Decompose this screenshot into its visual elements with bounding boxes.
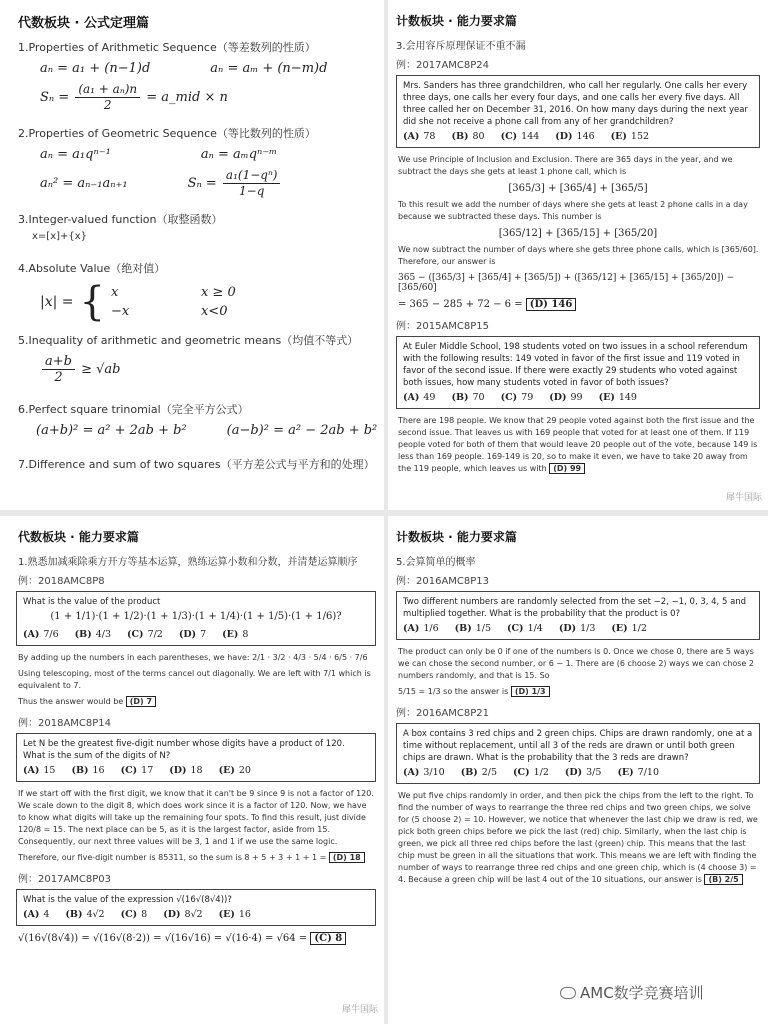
formula: = 365 − 285 + 72 − 6 =	[398, 299, 523, 310]
section-heading: 2.Properties of Geometric Sequence（等比数列的性质）	[18, 127, 316, 140]
section-heading: 7.Difference and sum of two squares（平方差公式与平方和的处理）	[18, 458, 375, 471]
choice-value: 3/5	[586, 767, 602, 778]
choice-value: 15	[43, 765, 56, 776]
solution-text: The product can only be 0 if one of the numbers is 0. Once we chose 0, there are 5 ways we can chose the second number, or 6 − 1. There are (6 choose 2) ways we can chose 2 numbers randomly, and that is 15. So	[398, 647, 754, 680]
solution-text: We now subtract the number of days where she gets three phone calls, which is [365/60]. Therefore, our answer is	[398, 245, 759, 266]
section-heading: 4.Absolute Value（绝对值）	[18, 262, 166, 275]
panel-formulas	[0, 0, 384, 510]
denominator: 2	[103, 98, 112, 112]
choice	[219, 765, 251, 777]
panel-counting-inclusion	[388, 0, 768, 510]
problem-box	[396, 591, 760, 640]
choice-value: 7/2	[147, 629, 163, 640]
watermark: 犀牛国际	[341, 1005, 378, 1015]
solution-body: Thus the answer would be	[18, 697, 124, 706]
problem-box	[16, 889, 376, 926]
formula: x=[x]+{x}	[32, 231, 88, 242]
section-heading: 5.会算简单的概率	[396, 557, 476, 568]
answer-choices	[23, 629, 369, 641]
panel-title: 代数板块 · 公式定理篇	[18, 16, 149, 31]
choice-value: 49	[423, 392, 436, 403]
numerator: a+b	[42, 354, 75, 370]
choice-key: (B)	[71, 765, 89, 776]
choice	[403, 392, 435, 404]
choice-key: (D)	[558, 623, 577, 634]
choice	[501, 131, 540, 143]
brand-watermark	[560, 982, 704, 1003]
choice-value: 16	[238, 909, 251, 920]
choice	[219, 909, 251, 921]
choice	[549, 392, 582, 404]
solution-text: If we start off with the first digit, we know that it can't be 9 since 9 is not a factor of 120. We scale down to the digit 8, which does work since it is a factor of 120. Now, we have to know what digits will take up the remaining four spots. To find this result, just divide 120/8 = 15. The next place can be 5, as it is the largest factor, aside from 15. Consequently, our next three values will be 3, 1 and 1 if we use the same logic.	[18, 789, 374, 846]
choice-value: 17	[141, 765, 154, 776]
choice-value: 152	[630, 131, 650, 142]
answer-choices	[23, 765, 369, 777]
choice	[163, 909, 202, 921]
example-label: 例：2016AMC8P13	[396, 576, 490, 587]
formula: (a+b)² = a² + 2ab + b²	[36, 423, 187, 438]
choice-key: (B)	[74, 629, 92, 640]
choice	[461, 767, 497, 779]
choice-key: (B)	[451, 392, 469, 403]
choice	[71, 765, 104, 777]
solution-formula	[0, 930, 384, 947]
boxed-answer: (D) 146	[526, 298, 577, 311]
choice-value: 1/5	[475, 623, 491, 634]
choice-key: (C)	[127, 629, 144, 640]
problem-box	[396, 336, 760, 409]
choice	[127, 629, 163, 641]
choice-key: (E)	[610, 131, 627, 142]
choice	[75, 629, 111, 641]
choice-value: 8	[141, 909, 148, 920]
solution-text	[0, 694, 384, 710]
panel-title: 计数板块 · 能力要求篇	[396, 14, 517, 28]
choice-key: (C)	[120, 765, 138, 776]
choice	[451, 131, 484, 143]
problem-text: What is the value of the expression √(16√(8√4))?	[23, 895, 232, 905]
choice-value: 149	[618, 392, 637, 403]
numerator: a₁(1−qⁿ)	[223, 168, 281, 184]
choice-value: 18	[190, 765, 203, 776]
answer-choices	[23, 909, 369, 921]
example-label: 例：2018AMC8P14	[18, 718, 112, 729]
choice-key: (B)	[451, 131, 469, 142]
boxed-answer: (D) 18	[329, 852, 365, 863]
answer-choices	[403, 392, 753, 404]
choice-value: 20	[238, 765, 251, 776]
formula: (a−b)² = a² − 2ab + b²	[226, 423, 378, 438]
answer-choices	[403, 623, 753, 635]
choice	[403, 767, 445, 779]
choice-key: (A)	[23, 909, 40, 920]
choice	[403, 131, 435, 143]
denominator: 1−q	[239, 184, 265, 198]
choice	[507, 623, 543, 635]
panel-algebra-skills	[0, 516, 384, 1024]
problem-text: What is the value of the product	[23, 597, 161, 607]
solution-body: 5/15 = 1/3 so the answer is	[398, 687, 509, 696]
choice-value: 80	[472, 131, 485, 142]
choice-key: (E)	[222, 629, 239, 640]
choice	[513, 767, 549, 779]
choice	[121, 909, 148, 921]
section-heading: 1.熟悉加减乘除乘方开方等基本运算，熟练运算小数和分数，并清楚运算顺序	[18, 557, 358, 568]
formula-row	[0, 162, 384, 199]
choice-key: (D)	[178, 629, 197, 640]
choice	[222, 629, 248, 641]
choice	[65, 909, 104, 921]
solution-text	[388, 413, 768, 477]
choice-value: 7	[200, 629, 207, 640]
solution-formula: 365 − ([365/3] + [365/4] + [365/5]) + ([365/12] + [365/15] + [365/20]) − [365/60]	[398, 273, 735, 293]
choice	[565, 767, 602, 779]
panel-title: 代数板块 · 能力要求篇	[18, 530, 139, 544]
formula-row	[0, 348, 384, 385]
example-label: 例：2017AMC8P03	[18, 874, 112, 885]
choice	[611, 623, 647, 635]
choice-value: 99	[570, 392, 583, 403]
choice-key: (E)	[617, 767, 634, 778]
problem-text: A box contains 3 red chips and 2 green chips. Chips are drawn randomly, one at a time without replacement, until all 3 of the reds are drawn or until both green chips are drawn. What is the probability that the 3 reds are drawn?	[403, 729, 753, 763]
section-heading: 3.Integer-valued function（取整函数）	[18, 213, 223, 226]
choice-value: 16	[92, 765, 105, 776]
choice-value: 1/3	[580, 623, 596, 634]
boxed-answer: (B) 2/5	[704, 874, 742, 885]
choice	[179, 629, 206, 641]
solution-formula: [365/12] + [365/15] + [365/20]	[498, 228, 658, 239]
solution-text	[0, 850, 384, 866]
solution-text	[388, 788, 768, 888]
panel-title: 计数板块 · 能力要求篇	[396, 530, 517, 544]
solution-text: Using telescoping, most of the terms cancel out diagonally. We are left with 7/1 which is equivalent to 7.	[18, 669, 371, 690]
boxed-answer: (C) 8	[310, 932, 346, 945]
solution-text: We use Principle of Inclusion and Exclusion. There are 365 days in the year, and we subtract the days she gets at least 1 phone call, which is	[398, 155, 733, 176]
choice-key: (B)	[460, 767, 478, 778]
choice	[599, 392, 637, 404]
formula: aₙ = a₁qⁿ⁻¹	[40, 147, 111, 162]
problem-box	[396, 75, 760, 148]
formula: Sₙ =	[187, 176, 217, 191]
choice-value: 1/2	[631, 623, 647, 634]
choice-value: 4	[43, 909, 50, 920]
formula-row	[0, 55, 384, 76]
formula: aₙ = aₘqⁿ⁻ᵐ	[200, 147, 278, 162]
problem-formula: (1 + 1/1)·(1 + 1/2)·(1 + 1/3)·(1 + 1/4)·(1 + 1/5)·(1 + 1/6)?	[50, 611, 342, 622]
formula: = a_mid × n	[146, 90, 228, 105]
section-heading: 3.会用容斥原理保证不重不漏	[396, 41, 526, 52]
formula: Sₙ =	[40, 90, 70, 105]
choice	[23, 765, 55, 777]
choice-key: (A)	[23, 765, 40, 776]
choice-key: (E)	[218, 909, 235, 920]
choice	[451, 392, 484, 404]
choice-value: 78	[423, 131, 436, 142]
choice-value: 1/6	[423, 623, 439, 634]
choice-key: (D)	[555, 131, 573, 142]
choice-key: (B)	[65, 909, 83, 920]
choice-key: (A)	[403, 767, 420, 778]
problem-box	[16, 733, 376, 782]
fraction	[223, 168, 281, 199]
case-condition: x<0	[200, 304, 228, 319]
section-heading: 5.Inequality of arithmetic and geometric means（均值不等式）	[18, 334, 359, 347]
choice-value: 79	[521, 392, 534, 403]
choice-key: (C)	[500, 131, 518, 142]
choice-key: (C)	[500, 392, 518, 403]
boxed-answer: (D) 1/3	[511, 686, 550, 697]
solution-body: There are 198 people. We know that 29 people voted against both the first issue and the second issue. That leaves us with 169 people that voted for at least one of them. If 119 people voted for both of them that would leave 20 people out of the vote, because 149 is less than 169 people. 169-149 is 20, so to make it even, we have to take 20 away from the 119 people, which leaves us with	[398, 416, 758, 473]
choice-key: (D)	[549, 392, 567, 403]
choice	[169, 765, 202, 777]
fraction	[42, 354, 75, 385]
formula-row	[0, 276, 384, 325]
choice-key: (A)	[403, 131, 420, 142]
example-label: 例：2015AMC8P15	[396, 321, 490, 332]
case-condition: x ≥ 0	[200, 285, 236, 300]
choice-key: (E)	[611, 623, 628, 634]
choice	[403, 623, 439, 635]
choice-key: (E)	[218, 765, 235, 776]
boxed-answer: (D) 99	[549, 463, 585, 474]
choice-value: 8	[242, 629, 249, 640]
choice-value: 146	[576, 131, 595, 142]
formula-row	[0, 417, 384, 438]
solution-body: Therefore, our five-digit number is 85311, so the sum is 8 + 5 + 3 + 1 + 1 =	[18, 853, 327, 862]
choice	[501, 392, 534, 404]
panel-probability	[388, 516, 768, 1024]
solution-text: By adding up the numbers in each parentheses, we have: 2/1 · 3/2 · 4/3 · 5/4 · 6/5 · 7/6	[18, 653, 368, 662]
choice-value: 70	[472, 392, 485, 403]
choice-value: 3/10	[423, 767, 445, 778]
choice-key: (D)	[564, 767, 583, 778]
piecewise	[40, 279, 261, 325]
choice-value: 2/5	[481, 767, 498, 778]
brace-glyph: {	[79, 279, 105, 325]
solution-formula	[388, 296, 768, 313]
solution-text: To this result we add the number of days where she gets at least 2 phone calls in a day because we subtracted these days. This number is	[398, 200, 748, 221]
problem-text: Mrs. Sanders has three grandchildren, who call her regularly. One calls her every three days, one calls her every four days, and one calls her every five days. All three called her on December 31, 2016. On how many days during the next year did she not receive a phone call from any of her grandchildren?	[403, 81, 748, 127]
choice	[23, 629, 59, 641]
choice-value: 7/10	[637, 767, 660, 778]
denominator: 2	[54, 370, 63, 385]
choice-key: (C)	[513, 767, 530, 778]
formula: √(16√(8√4)) = √(16√(8·2)) = √(16√16) = √(16·4) = √64 =	[18, 933, 308, 944]
problem-box	[396, 723, 760, 784]
choice-key: (D)	[169, 765, 187, 776]
example-label: 例：2018AMC8P8	[18, 576, 105, 587]
formula: aₙ = aₘ + (n−m)d	[210, 61, 328, 76]
choice-key: (B)	[454, 623, 472, 634]
choice-value: 1/4	[527, 623, 543, 634]
case-value: x	[110, 285, 119, 300]
choice-key: (E)	[598, 392, 615, 403]
solution-text	[388, 684, 768, 700]
watermark: 犀牛国际	[725, 493, 762, 503]
choice-value: 4√2	[86, 909, 105, 920]
formula: aₙ² = aₙ₋₁aₙ₊₁	[40, 176, 128, 191]
example-label: 例：2016AMC8P21	[396, 708, 490, 719]
choice	[559, 623, 596, 635]
boxed-answer: (D) 7	[126, 696, 156, 707]
problem-text: Two different numbers are randomly selected from the set −2, −1, 0, 3, 4, 5 and multiplied together. What is the probability that the product is 0?	[403, 597, 747, 619]
choice-key: (C)	[120, 909, 138, 920]
choice	[455, 623, 491, 635]
answer-choices	[403, 131, 753, 143]
choice-value: 1/2	[533, 767, 549, 778]
choice	[23, 909, 49, 921]
answer-choices	[403, 767, 753, 779]
choice-value: 144	[521, 131, 540, 142]
brand-name: AMC数学竞赛培训	[580, 984, 704, 1002]
choice	[617, 767, 659, 779]
choice	[611, 131, 649, 143]
formula: aₙ = a₁ + (n−1)d	[40, 61, 151, 76]
problem-text: Let N be the greatest five-digit number whose digits have a product of 120. What is the sum of the digits of N?	[23, 739, 345, 761]
choice-key: (A)	[403, 623, 420, 634]
formula: |x| =	[40, 294, 74, 310]
choice-key: (A)	[23, 629, 40, 640]
choice-value: 4/3	[95, 629, 111, 640]
choice-value: 8√2	[184, 909, 203, 920]
solution-formula: [365/3] + [365/4] + [365/5]	[508, 183, 648, 194]
numerator: (a₁ + aₙ)n	[75, 82, 140, 98]
problem-box	[16, 591, 376, 646]
choice-value: 7/6	[43, 629, 59, 640]
solution-body: We put five chips randomly in order, and then pick the chips from the left to the right. To find the number of ways to rearrange the three red chips and two green chips, we solve for (5 choose 2) = 10. However, we notice that whenever the last chip we draw is red, we pick both green chips before we pick the last (red) chip. Similarly, when the last chip is green, we pick all three red chips before the last (green) chip. This means that the last chip must be green in all the situations that work. This means we are left with finding the number of ways to rearrange three red chips and one green chip, which is (4 choose 3) = 4. Because a green chip will be last 4 out of the 10 situations, our answer is	[398, 791, 758, 884]
choice-key: (C)	[507, 623, 524, 634]
formula-row	[0, 76, 384, 113]
choice	[121, 765, 154, 777]
choice-key: (D)	[163, 909, 181, 920]
choice-key: (A)	[403, 392, 420, 403]
section-heading: 6.Perfect square trinomial（完全平方公式）	[18, 403, 249, 416]
case-value: −x	[110, 304, 130, 319]
example-label: 例：2017AMC8P24	[396, 60, 490, 71]
formula-row	[0, 141, 384, 162]
formula: ≥ √ab	[81, 362, 121, 377]
problem-text: At Euler Middle School, 198 students voted on two issues in a school referendum with the following results: 149 voted in favor of the first issue and 119 voted in favor of the second issue. If there were exactly 29 students who voted against both issues, how many students voted in favor of both issues?	[403, 342, 748, 388]
fraction	[75, 82, 140, 113]
section-heading: 1.Properties of Arithmetic Sequence（等差数列的性质）	[18, 41, 316, 54]
choice	[555, 131, 594, 143]
wechat-icon	[560, 987, 576, 999]
